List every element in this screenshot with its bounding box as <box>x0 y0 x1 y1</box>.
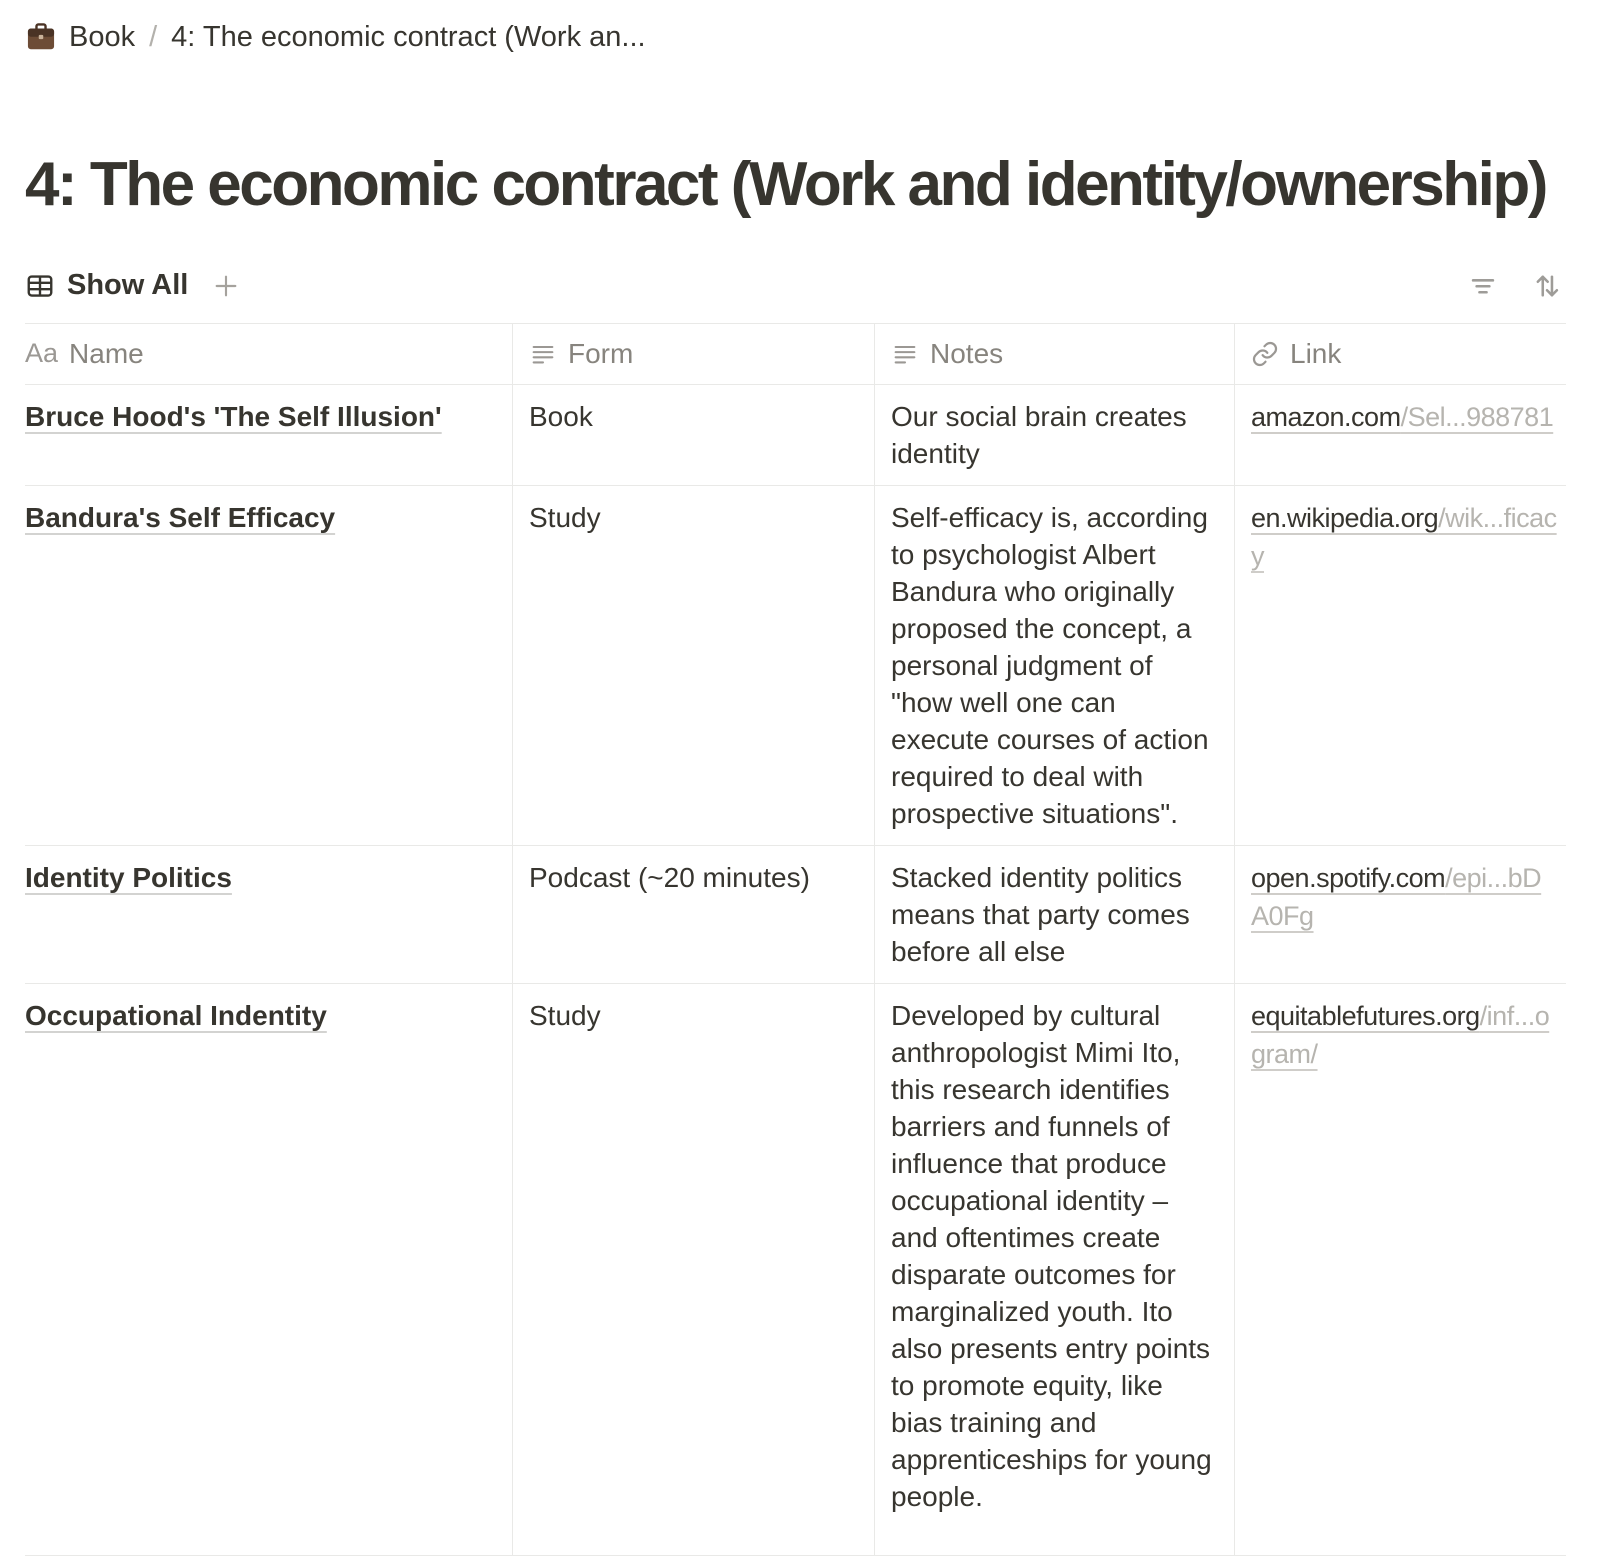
column-header-link[interactable] <box>1235 324 1566 384</box>
column-header-form[interactable] <box>513 324 875 384</box>
cell-link[interactable] <box>1235 984 1566 1555</box>
sort-icon[interactable] <box>1530 269 1564 303</box>
url-link[interactable]: amazon.com/Sel...988781 <box>1251 401 1554 432</box>
column-header-name[interactable] <box>25 324 513 384</box>
url-link[interactable]: open.spotify.com/epi...bDA0Fg <box>1251 862 1542 931</box>
breadcrumb-item-current[interactable]: 4: The economic contract (Work an... <box>171 21 646 53</box>
view-toolbar <box>0 259 1598 313</box>
cell-name[interactable] <box>25 846 513 983</box>
cell-form[interactable]: Podcast (~20 minutes) <box>513 846 875 983</box>
table-header-row <box>25 324 1566 385</box>
cell-name[interactable] <box>25 486 513 845</box>
view-tab-label: Show All <box>67 269 189 302</box>
filter-icon[interactable] <box>1466 269 1500 303</box>
url-link[interactable]: equitablefutures.org/inf...ogram/ <box>1251 1000 1550 1069</box>
table-row <box>25 486 1566 846</box>
cell-link[interactable] <box>1235 486 1566 845</box>
breadcrumb-item-root[interactable]: Book <box>69 21 136 53</box>
table-row <box>25 846 1566 984</box>
page-link[interactable]: Identity Politics <box>25 861 232 893</box>
link-property-icon <box>1251 340 1279 368</box>
database-table <box>25 323 1566 1556</box>
page-link[interactable]: Bruce Hood's 'The Self Illusion' <box>25 400 442 432</box>
plus-icon[interactable] <box>210 270 242 302</box>
breadcrumb <box>0 0 1598 55</box>
table-view-icon <box>25 271 55 301</box>
column-header-notes[interactable] <box>875 324 1235 384</box>
cell-notes[interactable]: Stacked identity politics means that party comes before all else <box>875 846 1235 983</box>
text-property-icon <box>891 340 919 368</box>
column-header-label: Form <box>568 337 634 369</box>
cell-name[interactable] <box>25 984 513 1555</box>
title-property-icon: Aa <box>25 338 59 369</box>
cell-notes[interactable]: Our social brain creates identity <box>875 385 1235 485</box>
page-link[interactable]: Occupational Indentity <box>25 999 327 1031</box>
page-title[interactable]: 4: The economic contract (Work and identity/ownership) <box>25 149 1546 219</box>
url-link[interactable]: en.wikipedia.org/wik...ficacy <box>1251 502 1557 571</box>
cell-notes[interactable]: Developed by cultural anthropologist Mimi Ito, this research identifies barriers and funnels of influence that produce occupational identity – and oftentimes create disparate outcomes for marginalized youth. Ito also presents entry points to promote equity, like bias training and apprenticeships for young people. <box>875 984 1235 1555</box>
view-tab-show-all[interactable] <box>25 269 188 302</box>
cell-form[interactable]: Study <box>513 486 875 845</box>
cell-link[interactable] <box>1235 846 1566 983</box>
breadcrumb-separator: / <box>149 21 158 53</box>
column-header-label: Link <box>1290 337 1342 369</box>
cell-link[interactable] <box>1235 385 1566 485</box>
table-row <box>25 984 1566 1556</box>
cell-name[interactable] <box>25 385 513 485</box>
cell-form[interactable]: Study <box>513 984 875 1555</box>
page-link[interactable]: Bandura's Self Efficacy <box>25 501 336 533</box>
cell-notes[interactable]: Self-efficacy is, according to psychologist Albert Bandura who originally proposed the concept, a personal judgment of "how well one can execute courses of action required to deal with prospective situations". <box>875 486 1235 845</box>
table-row <box>25 385 1566 486</box>
cell-form[interactable]: Book <box>513 385 875 485</box>
column-header-label: Name <box>69 337 144 369</box>
briefcase-icon <box>25 21 57 53</box>
column-header-label: Notes <box>930 337 1004 369</box>
text-property-icon <box>529 340 557 368</box>
